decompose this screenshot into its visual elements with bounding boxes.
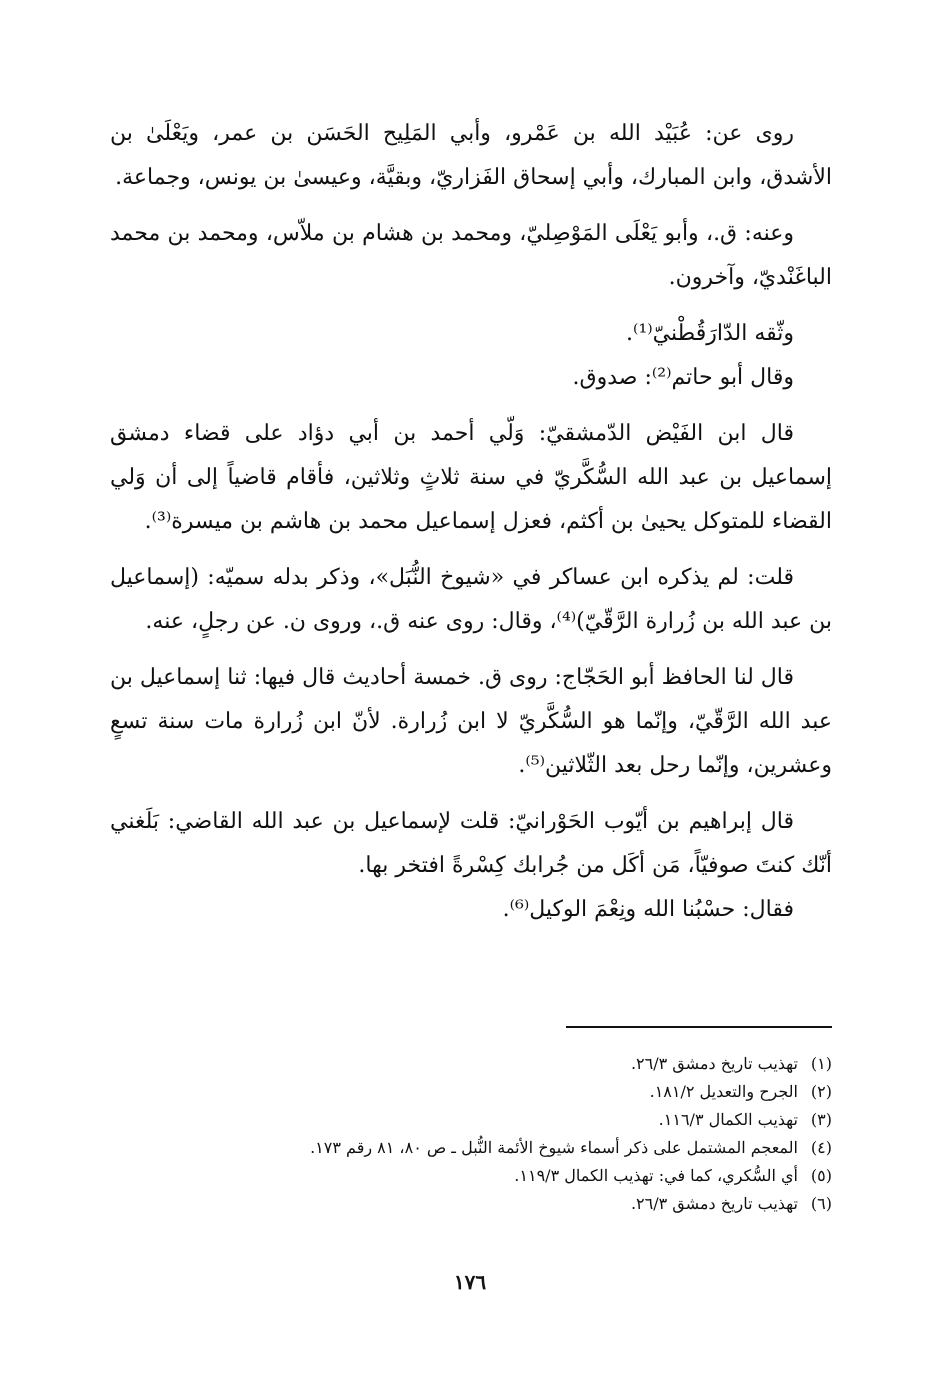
footnote-number: (٤) bbox=[810, 1138, 832, 1157]
paragraph-narrated-from: روى عن: عُبَيْد الله بن عَمْرو، وأبي المَلِيح الحَسَن بن عمر، ويَعْلَىٰ بن الأشدق، وابن المبارك، وأبي إسحاق الفَزاريّ، وبقيَّة، وعيسىٰ بن يونس، وجماعة. bbox=[110, 121, 832, 190]
footnote-6 bbox=[110, 1190, 832, 1218]
paragraph-narrators: وعنه: ق.، وأبو يَعْلَى المَوْصِليّ، ومحمد بن هشام بن ملاّس، ومحمد بن محمد الباغَنْديّ، وآخرون. bbox=[110, 221, 832, 290]
paragraph-note-ibn-asakir: قلت: لم يذكره ابن عساكر في «شيوخ النُّبَل»، وذكر بدله سميّه: (إسماعيل بن عبد الله بن زُرارة الرَّقّيّ)⁽⁴⁾، وقال: روى عنه ق.، وروى ن. عن رجلٍ، عنه. bbox=[110, 565, 832, 634]
footnote-text: أي السُّكري، كما في: تهذيب الكمال ١١٩/٣. bbox=[514, 1166, 798, 1185]
paragraph-al-hawrani: قال إبراهيم بن أيّوب الحَوْرانيّ: قلت لإسماعيل بن عبد الله القاضي: بَلَغني أنّك كنتَ صوفيّاً، مَن أكَل من جُرابك كِسْرةً افتخر بها. bbox=[110, 809, 832, 878]
paragraph-daraqutni: وثّقه الدّارَقُطْنيّ⁽¹⁾. bbox=[626, 321, 794, 346]
footnote-divider bbox=[566, 1026, 832, 1028]
footnote-3 bbox=[110, 1106, 832, 1134]
footnote-4 bbox=[110, 1134, 832, 1162]
footnotes bbox=[110, 1050, 832, 1218]
paragraph-abu-hatim: وقال أبو حاتم⁽²⁾: صدوق. bbox=[572, 365, 794, 390]
footnote-text: تهذيب تاريخ دمشق ٢٦/٣. bbox=[630, 1054, 798, 1073]
paragraph-ibn-al-fayd: قال ابن الفَيْض الدّمشقيّ: وَلّي أحمد بن أبي دؤاد على قضاء دمشق إسماعيل بن عبد الله السُّكَّريّ في سنة ثلاثٍ وثلاثين، فأقام قاضياً إلى أن وَلي القضاء للمتوكل يحيىٰ بن أكثم، فعزل إسماعيل محمد بن هاشم بن ميسرة⁽³⁾. bbox=[110, 421, 832, 534]
footnote-2 bbox=[110, 1078, 832, 1106]
footnote-number: (١) bbox=[810, 1054, 832, 1073]
footnote-number: (٢) bbox=[810, 1082, 832, 1101]
footnote-text: تهذيب الكمال ١١٦/٣. bbox=[658, 1110, 798, 1129]
footnote-1 bbox=[110, 1050, 832, 1078]
paragraph-abu-al-hajjaj: قال لنا الحافظ أبو الحَجّاج: روى ق. خمسة أحاديث قال فيها: ثنا إسماعيل بن عبد الله الرَّقّيّ، وإنّما هو السُّكَّريّ لا ابن زُرارة. لأنّ ابن زُرارة مات سنة تسعٍ وعشرين، وإنّما رحل بعد الثّلاثين⁽⁵⁾. bbox=[110, 665, 832, 778]
footnote-text: المعجم المشتمل على ذكر أسماء شيوخ الأئمة النُّبل ـ ص ٨٠، ٨١ رقم ١٧٣. bbox=[310, 1138, 798, 1157]
footnote-number: (٣) bbox=[810, 1110, 832, 1129]
main-text bbox=[110, 112, 832, 944]
footnote-text: تهذيب تاريخ دمشق ٢٦/٣. bbox=[630, 1194, 798, 1213]
footnote-5 bbox=[110, 1162, 832, 1190]
paragraph-hasbuna-allah: فقال: حسْبُنا الله ونِعْمَ الوكيل⁽⁶⁾. bbox=[502, 897, 794, 922]
footnote-text: الجرح والتعديل ١٨١/٢. bbox=[649, 1082, 798, 1101]
footnote-number: (٦) bbox=[810, 1194, 832, 1213]
page-number: ١٧٦ bbox=[453, 1270, 487, 1294]
footnote-number: (٥) bbox=[810, 1166, 832, 1185]
